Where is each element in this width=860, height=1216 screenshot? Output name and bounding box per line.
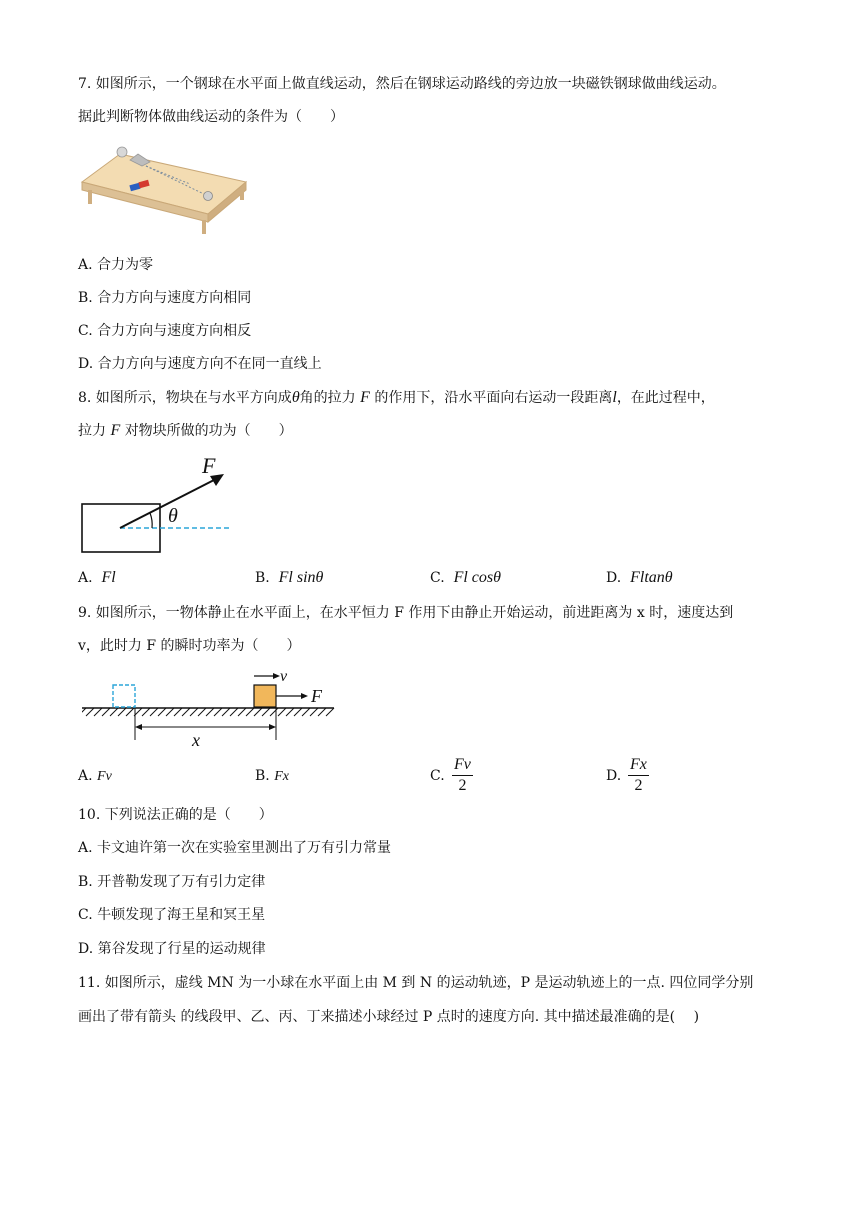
q7-option-b: B. 合力方向与速度方向相同 [78, 290, 252, 306]
q8-option-c-expr: Fl cosθ [453, 569, 501, 586]
q8-option-b-expr: Fl sinθ [278, 569, 324, 586]
q8-stem-text-e: 拉力 [78, 423, 106, 439]
q9-option-b-expr: Fx [274, 769, 289, 784]
q9-option-b-letter: B. [255, 768, 270, 784]
q8-figure-force-label: F [202, 453, 216, 478]
q9-option-d-letter: D. [606, 768, 622, 784]
q9-figure-force-label: F [311, 686, 322, 706]
q9-option-a-letter: A. [78, 768, 93, 784]
q8-option-d-letter: D. [606, 570, 622, 586]
q8-option-a-letter: A. [78, 570, 93, 586]
q9-option-a [78, 767, 112, 786]
q8-option-d [606, 569, 673, 587]
q7-figure-magnet-table [80, 140, 248, 236]
q8-figure-block-force [78, 452, 248, 556]
q8-option-b [255, 569, 323, 587]
q8-option-a [78, 569, 116, 587]
q8-stem-text-c: 的作用下，沿水平面向右运动一段距离 [374, 390, 613, 406]
q8-stem-text-a: 8. 如图所示，物块在与水平方向成 [78, 390, 292, 406]
q9-option-d-denominator: 2 [634, 777, 643, 794]
q10-stem: 10. 下列说法正确的是（ ） [78, 807, 273, 823]
q10-option-a: A. 卡文迪许第一次在实验室里测出了万有引力常量 [78, 840, 392, 856]
q9-stem-line1: 9. 如图所示，一物体静止在水平面上，在水平恒力 F 作用下由静止开始运动，前进距离为 x 时，速度达到 [78, 605, 734, 621]
q7-option-a: A. 合力为零 [78, 257, 154, 273]
q9-figure-block-motion [82, 664, 342, 754]
q9-option-d-fraction [628, 755, 649, 796]
q9-option-c-fraction [452, 755, 473, 796]
q10-option-c: C. 牛顿发现了海王星和冥王星 [78, 907, 266, 923]
q10-option-d: D. 第谷发现了行星的运动规律 [78, 941, 266, 957]
q8-distance-symbol: l [612, 389, 617, 406]
q9-figure-velocity-label: v [280, 668, 288, 685]
q7-option-c: C. 合力方向与速度方向相反 [78, 323, 252, 339]
q8-stem-text-d: ，在此过程中， [616, 390, 715, 406]
q8-stem-line2 [78, 422, 293, 440]
q9-option-d-numerator: Fx [628, 755, 649, 776]
q9-option-c-denominator: 2 [458, 777, 467, 794]
q9-option-b [255, 767, 289, 786]
q9-stem-line2: v，此时力 F 的瞬时功率为（ ） [78, 638, 301, 654]
q8-stem-text-b: 角的拉力 [299, 390, 356, 406]
q7-stem-line2: 据此判断物体做曲线运动的条件为（ ） [78, 109, 344, 125]
q8-force-symbol-2: F [110, 422, 121, 439]
q11-stem-line2: 画出了带有箭头 的线段甲、乙、丙、丁来描述小球经过 P 点时的速度方向. 其中描述最准确的是( ) [78, 1009, 700, 1025]
q9-option-c-numerator: Fv [452, 755, 473, 776]
q11-stem-line1: 11. 如图所示，虚线 MN 为一小球在水平面上由 M 到 N 的运动轨迹，P 是运动轨迹上的一点. 四位同学分别 [78, 975, 754, 991]
q8-theta-symbol: θ [291, 389, 300, 406]
q7-option-d: D. 合力方向与速度方向不在同一直线上 [78, 356, 322, 372]
q8-figure-angle-label: θ [168, 505, 178, 527]
q9-figure-distance-label: x [192, 730, 200, 750]
q8-option-d-expr: Fltanθ [630, 569, 673, 586]
q8-force-symbol: F [360, 389, 370, 406]
q9-option-c-letter: C. [430, 768, 445, 784]
q9-option-a-expr: Fv [97, 769, 112, 784]
q7-stem-line1: 7. 如图所示，一个钢球在水平面上做直线运动，然后在钢球运动路线的旁边放一块磁铁钢球做曲线运动。 [78, 76, 726, 92]
q10-option-b: B. 开普勒发现了万有引力定律 [78, 874, 266, 890]
q8-stem-text-f: 对物块所做的功为（ ） [124, 423, 293, 439]
q8-option-c [430, 569, 501, 587]
q8-option-b-letter: B. [255, 570, 270, 586]
q8-option-a-expr: Fl [101, 569, 116, 586]
q8-option-c-letter: C. [430, 570, 445, 586]
q8-stem-line1 [78, 389, 715, 407]
